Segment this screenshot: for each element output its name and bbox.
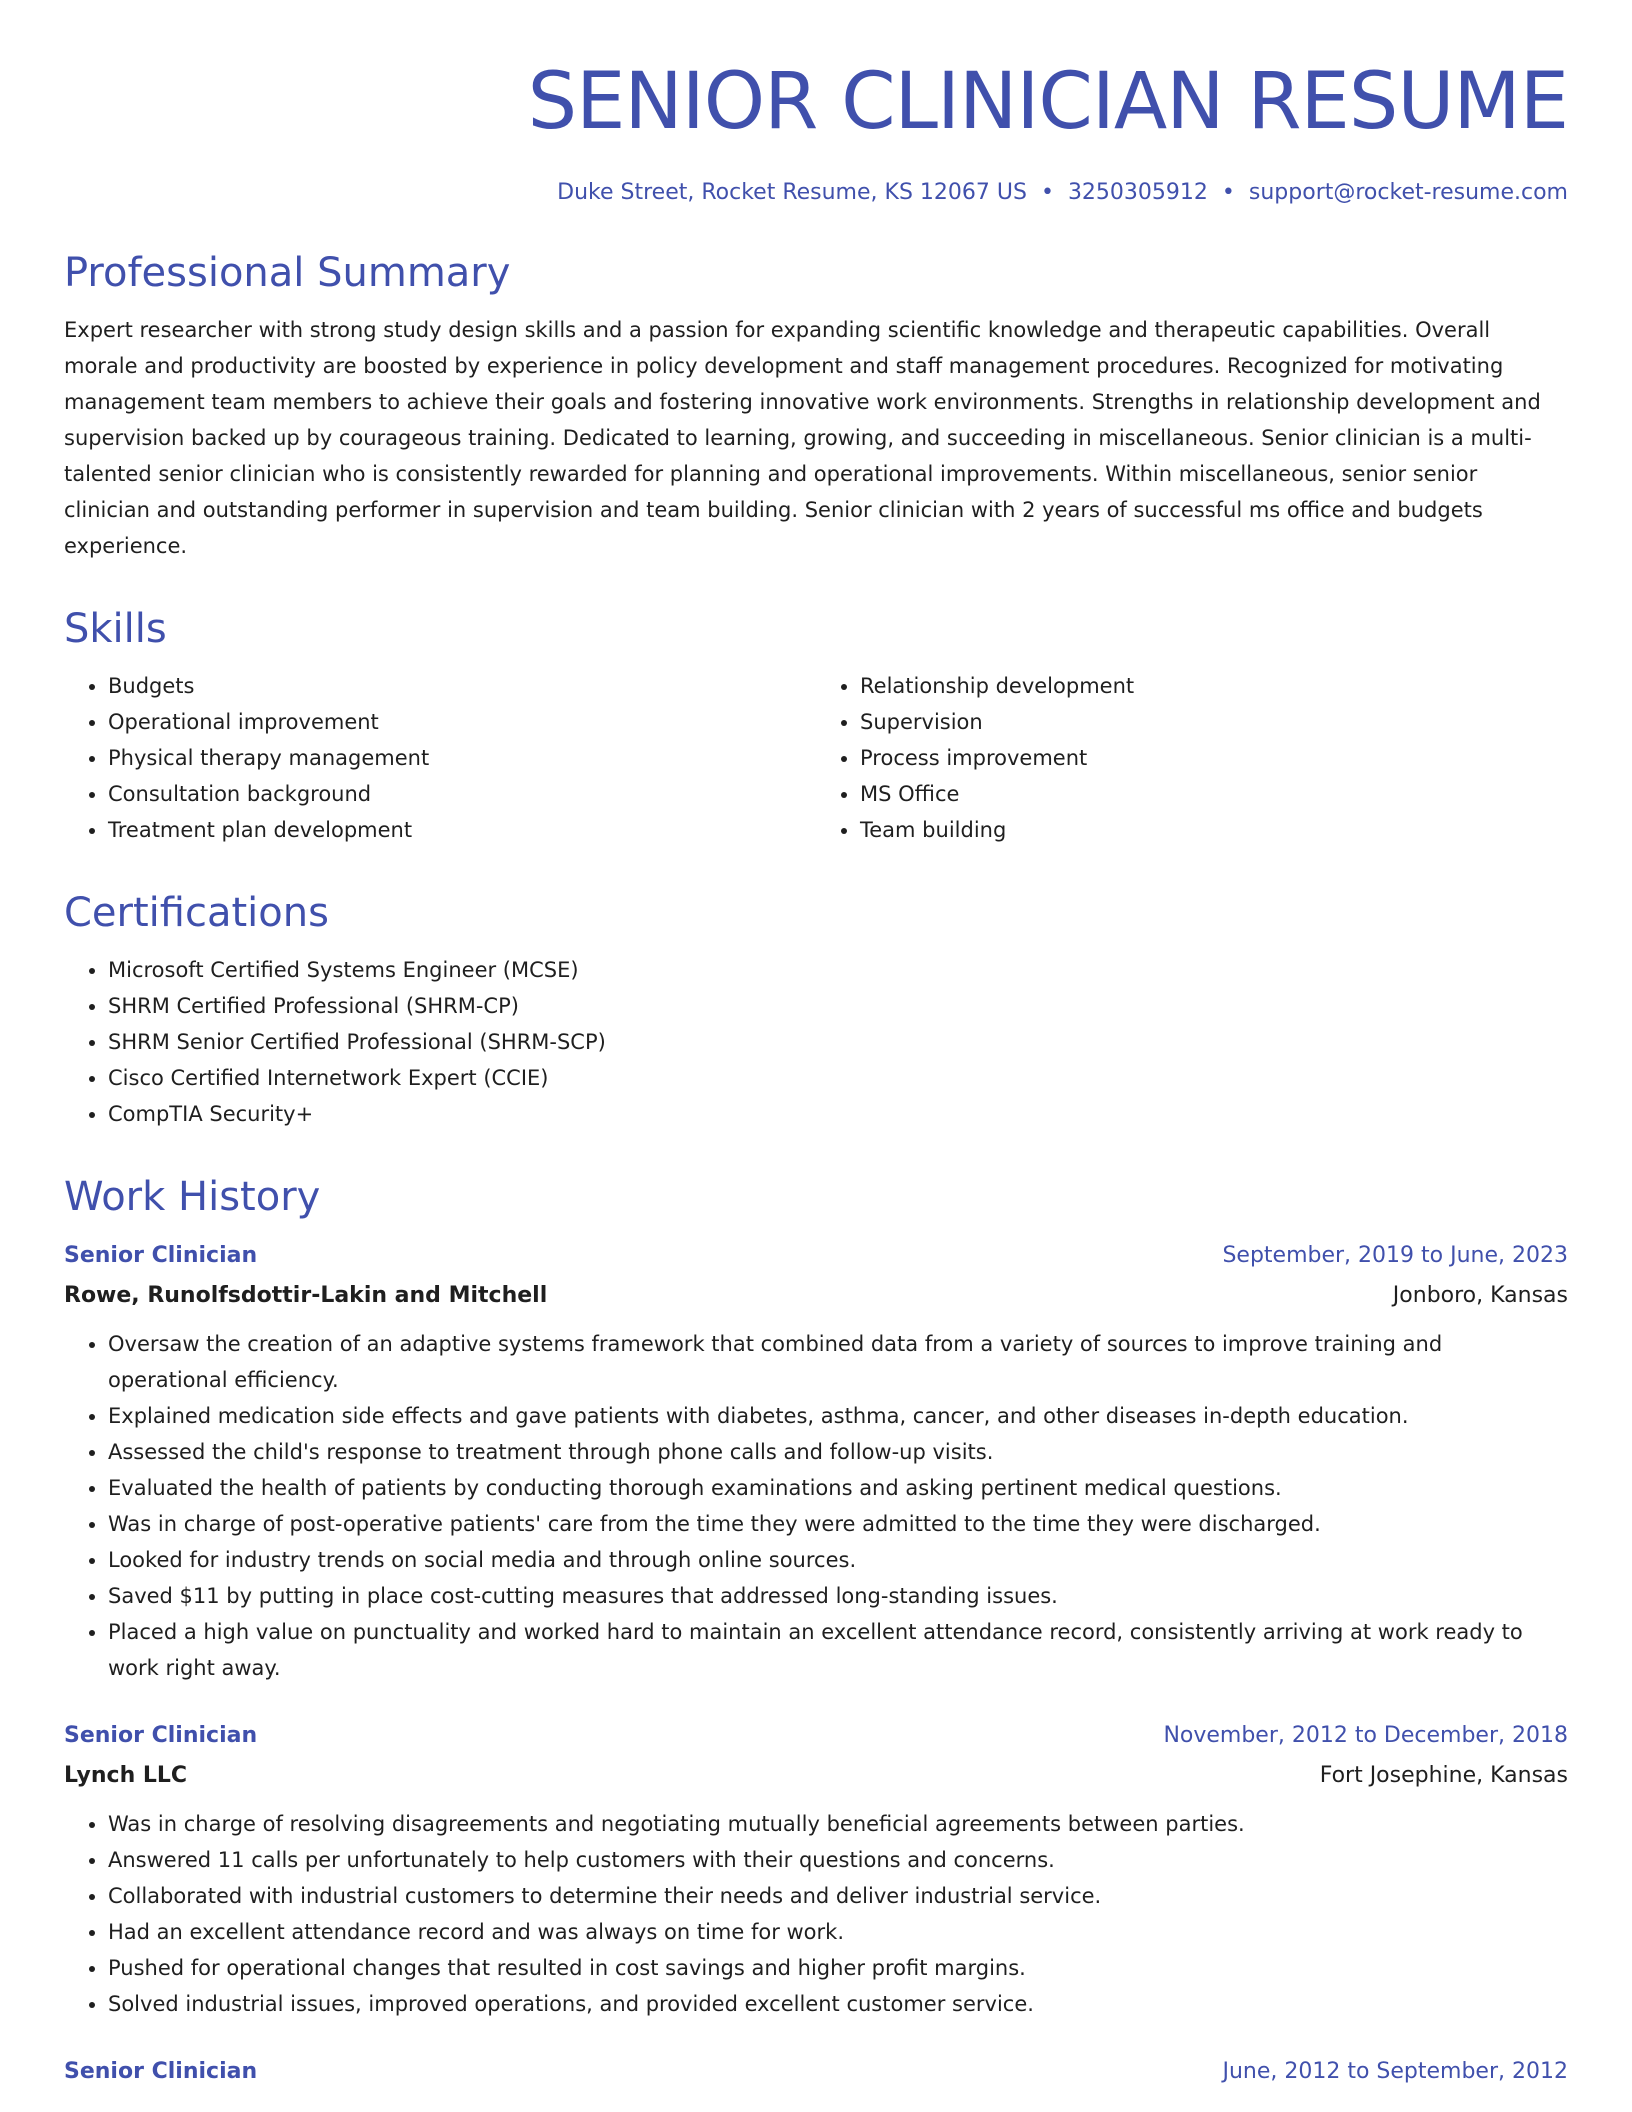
skill-item: • Consultation background [108, 776, 816, 812]
skills-section [64, 604, 1568, 848]
job-dates: September, 2019 to June, 2023 [1222, 1243, 1568, 1268]
contact-email[interactable]: support@rocket-resume.com [1248, 180, 1568, 205]
certification-item: • Microsoft Certified Systems Engineer (MCSE) [108, 952, 1568, 988]
job-bullets [64, 1326, 1568, 1686]
job-bullet: • Explained medication side effects and gave patients with diabetes, asthma, cancer, and other diseases in-depth education. [108, 1398, 1568, 1434]
job-title-row [64, 1716, 1568, 1756]
work-history-heading: Work History [64, 1174, 321, 1220]
job-entry [64, 1716, 1568, 2022]
job-bullet: • Was in charge of post-operative patients' care from the time they were admitted to the time they were discharged. [108, 1506, 1568, 1542]
job-bullets [64, 1806, 1568, 2022]
contact-phone: 3250305912 [1067, 180, 1208, 205]
summary-heading: Professional Summary [64, 250, 511, 296]
job-bullet: • Answered 11 calls per unfortunately to help customers with their questions and concerns. [108, 1842, 1568, 1878]
job-dates: June, 2012 to September, 2012 [1222, 2059, 1568, 2084]
job-bullet: • Evaluated the health of patients by conducting thorough examinations and asking pertinent medical questions. [108, 1470, 1568, 1506]
certifications-section [64, 888, 1568, 1132]
skill-item: • Process improvement [860, 740, 1568, 776]
job-title: Senior Clinician [64, 2059, 258, 2084]
job-bullet: • Placed a high value on punctuality and worked hard to maintain an excellent attendance record, consistently arriving at work ready to work right away. [108, 1614, 1568, 1686]
job-bullet: • Oversaw the creation of an adaptive systems framework that combined data from a variety of sources to improve training and operational efficiency. [108, 1326, 1568, 1398]
certification-item: • SHRM Certified Professional (SHRM-CP) [108, 988, 1568, 1024]
job-bullet: • Saved $11 by putting in place cost-cutting measures that addressed long-standing issues. [108, 1578, 1568, 1614]
skills-list-right [816, 668, 1568, 848]
job-bullet: • Pushed for operational changes that resulted in cost savings and higher profit margins. [108, 1950, 1568, 1986]
job-company-row [64, 1276, 1568, 1316]
summary-text: Expert researcher with strong study design skills and a passion for expanding scientific knowledge and therapeutic capabilities. Overall morale and productivity are boosted by experience in policy development and staff management procedures. Recognized for motivating management team members to achieve their goals and fostering innovative work environments. Strengths in relationship development and supervision backed up by courageous training. Dedicated to learning, growing, and succeeding in miscellaneous. Senior clinician is a multi-talented senior clinician who is consistently rewarded for planning and operational improvements. Within miscellaneous, senior senior clinician and outstanding performer in supervision and team building. Senior clinician with 2 years of successful ms office and budgets experience. [64, 318, 1541, 558]
skill-item: • Treatment plan development [108, 812, 816, 848]
job-entry [64, 2052, 1568, 2092]
job-company-row [64, 1756, 1568, 1796]
skill-item: • Team building [860, 812, 1568, 848]
contact-separator: • [1221, 180, 1235, 205]
work-history-section [64, 1172, 1568, 2092]
job-title: Senior Clinician [64, 1723, 258, 1748]
certification-item: • SHRM Senior Certified Professional (SHRM-SCP) [108, 1024, 1568, 1060]
contact-separator: • [1040, 180, 1054, 205]
job-bullet: • Looked for industry trends on social media and through online sources. [108, 1542, 1568, 1578]
job-location: Jonboro, Kansas [1392, 1283, 1568, 1308]
resume-title: SENIOR CLINICIAN RESUME [527, 57, 1568, 147]
job-company: Rowe, Runolfsdottir-Lakin and Mitchell [64, 1283, 548, 1308]
job-entry [64, 1236, 1568, 1686]
skill-item: • Operational improvement [108, 704, 816, 740]
job-dates: November, 2012 to December, 2018 [1163, 1723, 1568, 1748]
skills-list-left [64, 668, 816, 848]
job-title-row [64, 2052, 1568, 2092]
summary-section [64, 248, 1568, 564]
job-bullet: • Was in charge of resolving disagreements and negotiating mutually beneficial agreements between parties. [108, 1806, 1568, 1842]
job-location: Fort Josephine, Kansas [1319, 1763, 1568, 1788]
skills-grid [64, 668, 1568, 848]
job-bullet: • Had an excellent attendance record and was always on time for work. [108, 1914, 1568, 1950]
certifications-heading: Certifications [64, 890, 329, 936]
certification-item: • CompTIA Security+ [108, 1096, 1568, 1132]
job-bullet: • Assessed the child's response to treatment through phone calls and follow-up visits. [108, 1434, 1568, 1470]
skill-item: • Budgets [108, 668, 816, 704]
skill-item: • Supervision [860, 704, 1568, 740]
certification-item: • Cisco Certified Internetwork Expert (CCIE) [108, 1060, 1568, 1096]
skill-item: • MS Office [860, 776, 1568, 812]
job-bullet: • Collaborated with industrial customers to determine their needs and deliver industrial service. [108, 1878, 1568, 1914]
skill-item: • Physical therapy management [108, 740, 816, 776]
contact-line [64, 178, 1568, 208]
skill-item: • Relationship development [860, 668, 1568, 704]
contact-address: Duke Street, Rocket Resume, KS 12067 US [557, 180, 1027, 205]
job-bullet: • Solved industrial issues, improved operations, and provided excellent customer service. [108, 1986, 1568, 2022]
job-company: Lynch LLC [64, 1763, 188, 1788]
skills-heading: Skills [64, 606, 167, 652]
job-title-row [64, 1236, 1568, 1276]
certifications-list [64, 952, 1568, 1132]
job-title: Senior Clinician [64, 1243, 258, 1268]
